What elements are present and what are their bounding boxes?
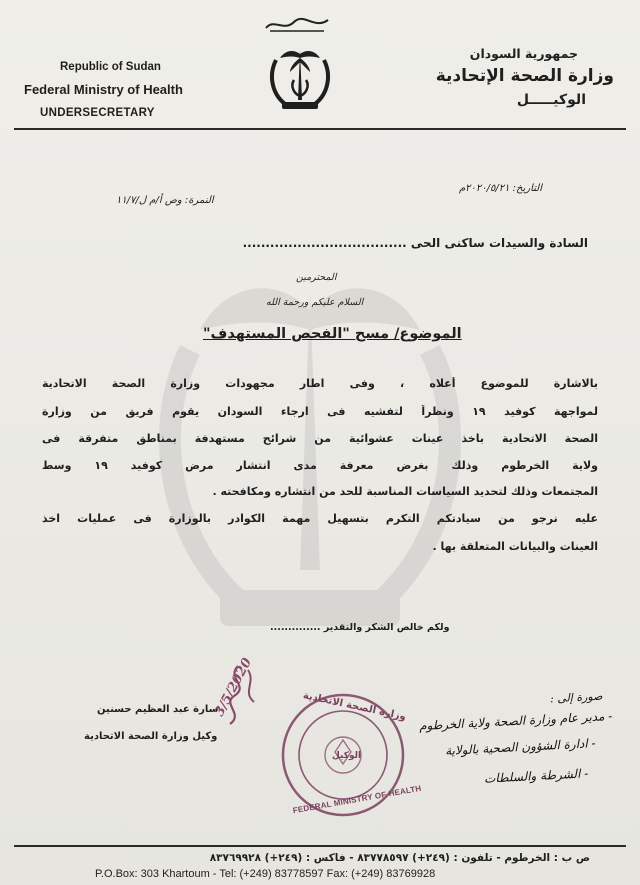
footer-arabic: ص ب : الخرطوم - تلفون : (٢٤٩+) ٨٣٧٧٨٥٩٧ - فاكس : (٢٤٩+) ٨٣٧٦٩٩٢٨ bbox=[209, 852, 590, 864]
header-ar-line2: وزارة الصحة الإتحادية bbox=[435, 66, 614, 86]
letter-subject: الموضوع/ مسح "الفحص المستهدف" bbox=[203, 326, 462, 342]
body-line-2: لمواجهة كوفيد ١٩ ونظراً لتفشيه فى ارجاء السودان يقوم فريق من وزارة bbox=[42, 405, 598, 418]
letter-closing: ولكم خالص الشكر والتقدير .............. bbox=[270, 622, 450, 633]
handwritten-note-line2: - مدير عام وزارة الصحة ولاية الخرطوم bbox=[418, 708, 613, 734]
signer-name: سارة عبد العظيم حسنين bbox=[97, 704, 219, 715]
emblem-top-calligraphy bbox=[262, 16, 332, 34]
stamp-text-ar: وزارة الصحة الاتحادية bbox=[302, 690, 407, 723]
header-en-line1: Republic of Sudan bbox=[60, 61, 161, 73]
footer-english: P.O.Box: 303 Khartoum - Tel: (+249) 83778597 Fax: (+249) 83769928 bbox=[95, 868, 436, 880]
letter-greeting: السلام عليكم ورحمة الله bbox=[266, 297, 364, 308]
header-ar-line1: جمهورية السودان bbox=[469, 46, 578, 61]
body-line-1: بالاشارة للموضوع أعلاه ، وفى اطار مجهودات وزارة الصحة الاتحادية bbox=[42, 377, 598, 390]
stamp-text-en: FEDERAL MINISTRY OF HEALTH bbox=[292, 783, 423, 816]
header-divider bbox=[14, 128, 626, 130]
letter-addressee: السادة والسيدات ساكنى الحى .................................... bbox=[242, 236, 588, 250]
handwritten-note-line3: - ادارة الشؤون الصحية بالولاية bbox=[445, 736, 597, 758]
sudan-emblem-icon bbox=[264, 40, 336, 116]
header-en-line2: Federal Ministry of Health bbox=[24, 82, 183, 97]
letter-date: التاريخ: ٢٠٢٠/٥/٢١م bbox=[458, 183, 542, 194]
body-line-5: المجتمعات وذلك لتحديد السياسات المناسبة للحد من انتشاره ومكافحته . bbox=[212, 485, 598, 498]
handwritten-note-line4: - الشرطة والسلطات bbox=[483, 766, 589, 786]
body-line-6: عليه نرجو من سيادتكم التكرم بتسهيل مهمة الكوادر بالوزارة فى عمليات اخذ bbox=[42, 512, 598, 525]
body-line-7: العينات والبيانات المتعلقة بها . bbox=[432, 540, 598, 553]
header-en-line3: UNDERSECRETARY bbox=[40, 107, 155, 119]
handwritten-note-line1: صورة إلى : bbox=[549, 689, 603, 706]
letter-honorific: المحترمين bbox=[296, 272, 337, 283]
body-line-4: ولاية الخرطوم وذلك بغرض معرفة مدى انتشار مرض كوفيد ١٩ وسط bbox=[42, 459, 598, 472]
stamp-inner-text: الوكيل bbox=[332, 751, 362, 761]
footer-divider bbox=[14, 845, 626, 847]
signature-date: 3/5/2020 bbox=[212, 655, 256, 720]
signer-title: وكيل وزارة الصحة الاتحادية bbox=[84, 731, 218, 742]
header-ar-line3: الوكيـــــل bbox=[516, 92, 586, 108]
body-line-3: الصحة الاتحادية باخذ عينات عشوائية من شرائح مستهدفة بمناطق متفرقة فى bbox=[42, 432, 598, 445]
letter-reference: النمرة: وص أ/م ل/١١/٧ bbox=[116, 195, 214, 206]
